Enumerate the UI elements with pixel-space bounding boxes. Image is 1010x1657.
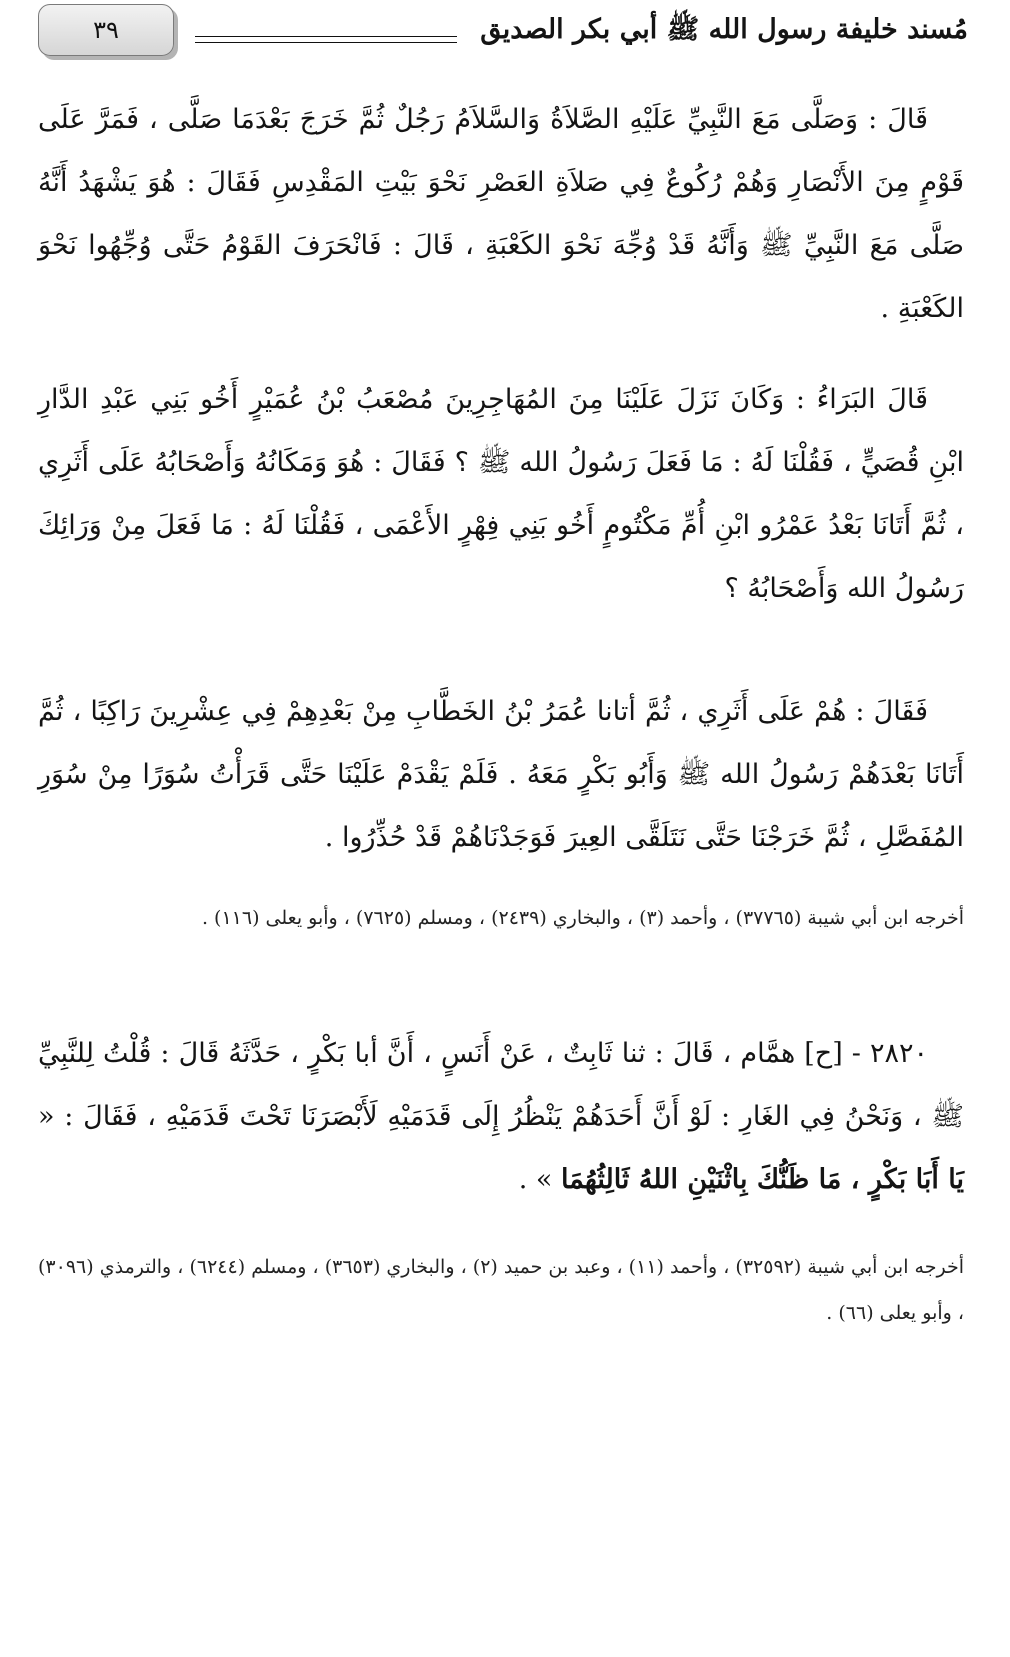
- paragraph-text: فَقَالَ : هُمْ عَلَى أَثَرِي ، ثُمَّ أتانا عُمَرُ بْنُ الخَطَّابِ مِنْ بَعْدِهِمْ فِي عِشْرِينَ رَاكِبًا ، ثُمَّ أَتَانَا بَعْدَهُمْ رَسُولُ الله ﷺ وَأَبُو بَكْرٍ مَعَهُ . فَلَمْ يَقْدَمْ عَلَيْنَا حَتَّى قَرَأْتُ سُوَرًا مِنْ سُوَرِ المُفَصَّلِ ، ثُمَّ خَرَجْنَا حَتَّى نَتَلَقَّى العِيرَ فَوَجَدْنَاهُمْ قَدْ حُذِّرُوا .: [38, 696, 964, 853]
- header-rule: [195, 36, 457, 43]
- citation-text: أخرجه ابن أبي شيبة (٣٧٧٦٥) ، وأحمد (٣) ، والبخاري (٢٤٣٩) ، ومسلم (٧٦٢٥) ، وأبو يعلى (١١٦) .: [201, 907, 964, 929]
- hadith-closing: » .: [518, 1164, 553, 1195]
- page-number: ٣٩: [93, 16, 119, 44]
- citation-note: [38, 1244, 964, 1336]
- hadith-quote: يَا أَبَا بَكْرٍ ، مَا ظَنُّكَ بِاثْنَيْنِ اللهُ ثَالِثُهُمَا: [561, 1164, 964, 1195]
- hadith-intro-text: ٢٨٢٠ - [ح] همَّام ، قَالَ : ثنا ثَابِتٌ ، عَنْ أَنَسٍ ، أَنَّ أبا بَكْرٍ ، حَدَّثَهُ قَالَ : قُلْتُ لِلنَّبِيِّ ﷺ ، وَنَحْنُ فِي الغَارِ : لَوْ أَنَّ أَحَدَهُمْ يَنْظُرُ إِلَى قَدَمَيْهِ لَأَبْصَرَنَا تَحْتَ قَدَمَيْهِ ، فَقَالَ : «: [38, 1038, 964, 1132]
- paragraph-text: قَالَ البَرَاءُ : وَكَانَ نَزَلَ عَلَيْنَا مِنَ المُهَاجِرِينَ مُصْعَبُ بْنُ عُمَيْرٍ أَخُو بَنِي عَبْدِ الدَّارِ ابْنِ قُصَيٍّ ، فَقُلْنَا لَهُ : مَا فَعَلَ رَسُولُ الله ﷺ ؟ فَقَالَ : هُوَ وَمَكَانُهُ وَأَصْحَابُهُ عَلَى أَثَرِي ، ثُمَّ أَتَانَا بَعْدُ عَمْرُو ابْنِ أُمِّ مَكْتُومٍ أَخُو بَنِي فِهْرٍ الأَعْمَى ، فَقُلْنَا لَهُ : مَا فَعَلَ مِنْ وَرَائِكَ رَسُولُ الله وَأَصْحَابُهُ ؟: [38, 384, 965, 604]
- body-paragraph: [38, 680, 964, 869]
- body-paragraph: [38, 368, 964, 620]
- hadith-paragraph: [38, 1022, 964, 1211]
- paragraph-text: قَالَ : وَصَلَّى مَعَ النَّبِيِّ عَلَيْهِ الصَّلاَةُ وَالسَّلاَمُ رَجُلٌ ثُمَّ خَرَجَ بَعْدَمَا صَلَّى ، فَمَرَّ عَلَى قَوْمٍ مِنَ الأَنْصَارِ وَهُمْ رُكُوعٌ فِي صَلاَةِ العَصْرِ نَحْوَ بَيْتِ المَقْدِسِ فَقَالَ : هُوَ يَشْهَدُ أَنَّهُ صَلَّى مَعَ النَّبِيِّ ﷺ وَأَنَّهُ قَدْ وُجِّهَ نَحْوَ الكَعْبَةِ ، قَالَ : فَانْحَرَفَ القَوْمُ حَتَّى وُجِّهُوا نَحْوَ الكَعْبَةِ .: [38, 104, 964, 324]
- running-head: مُسند خليفة رسول الله ﷺ أبي بكر الصديق: [480, 14, 968, 45]
- body-paragraph: [38, 88, 964, 340]
- citation-note: [38, 895, 964, 941]
- citation-text: أخرجه ابن أبي شيبة (٣٢٥٩٢) ، وأحمد (١١) ، وعبد بن حميد (٢) ، والبخاري (٣٦٥٣) ، ومسلم (٦٢٤٤) ، والترمذي (٣٠٩٦) ، وأبو يعلى (٦٦) .: [38, 1256, 964, 1324]
- page-number-tab: [38, 4, 174, 56]
